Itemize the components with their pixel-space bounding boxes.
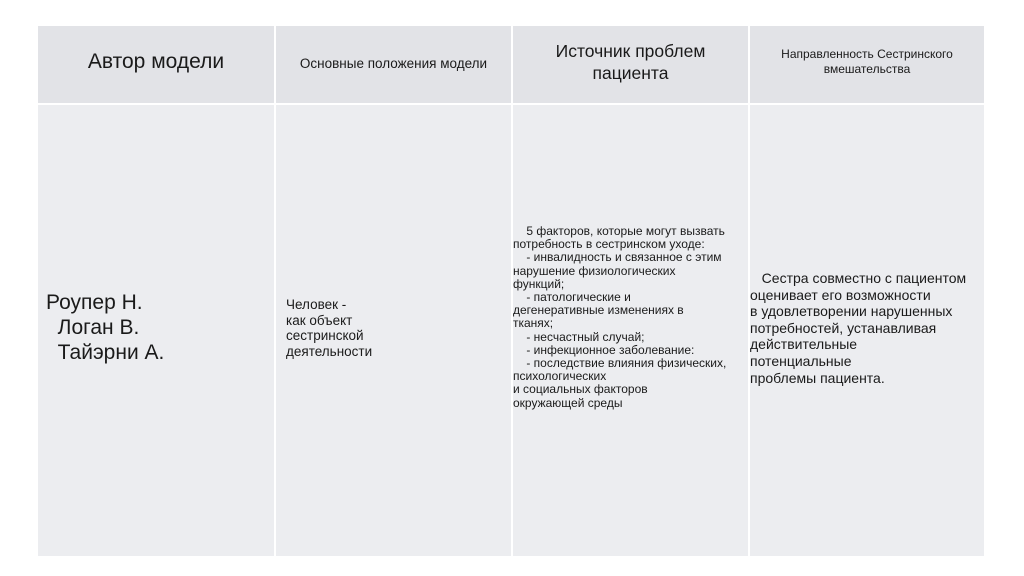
header-author: Автор модели: [87, 50, 225, 73]
nursing-focus-text: Сестра совместно с пациентом оценивает его возможности в удовлетворении нарушенных потребностей, устанавливая действительные потенциальные проблемы пациента.: [750, 270, 967, 386]
main-positions-text: Человек - как объект сестринской деятельности: [286, 297, 373, 359]
header-cell-author: [38, 26, 274, 103]
body-cell-nursing-focus: [750, 105, 984, 556]
header-main-positions: Основные положения модели: [299, 56, 488, 71]
header-problem-sources: Источник проблем пациента: [555, 41, 706, 83]
body-cell-main-positions: [276, 105, 511, 556]
header-cell-nursing-focus: [750, 26, 984, 103]
author-names: Роупер Н. Логан В. Тайэрни А.: [46, 291, 165, 364]
body-cell-author: [38, 105, 274, 556]
problem-sources-text: 5 факторов, которые могут вызвать потребность в сестринском уходе: - инвалидность и связанное с этим нарушение физиологических функций; - патологические и дегенеративные изменениях в тканях; - несчастный случай; - инфекционное заболевание: - последствие влияния физических, психологических и социальных факторов окружающей среды: [513, 224, 727, 410]
body-cell-problem-sources: [513, 105, 748, 556]
header-cell-problem-sources: [513, 26, 748, 103]
header-cell-main-positions: [276, 26, 511, 103]
header-nursing-focus: Направленность Сестринского вмешательства: [781, 47, 953, 76]
model-table: [38, 26, 984, 556]
